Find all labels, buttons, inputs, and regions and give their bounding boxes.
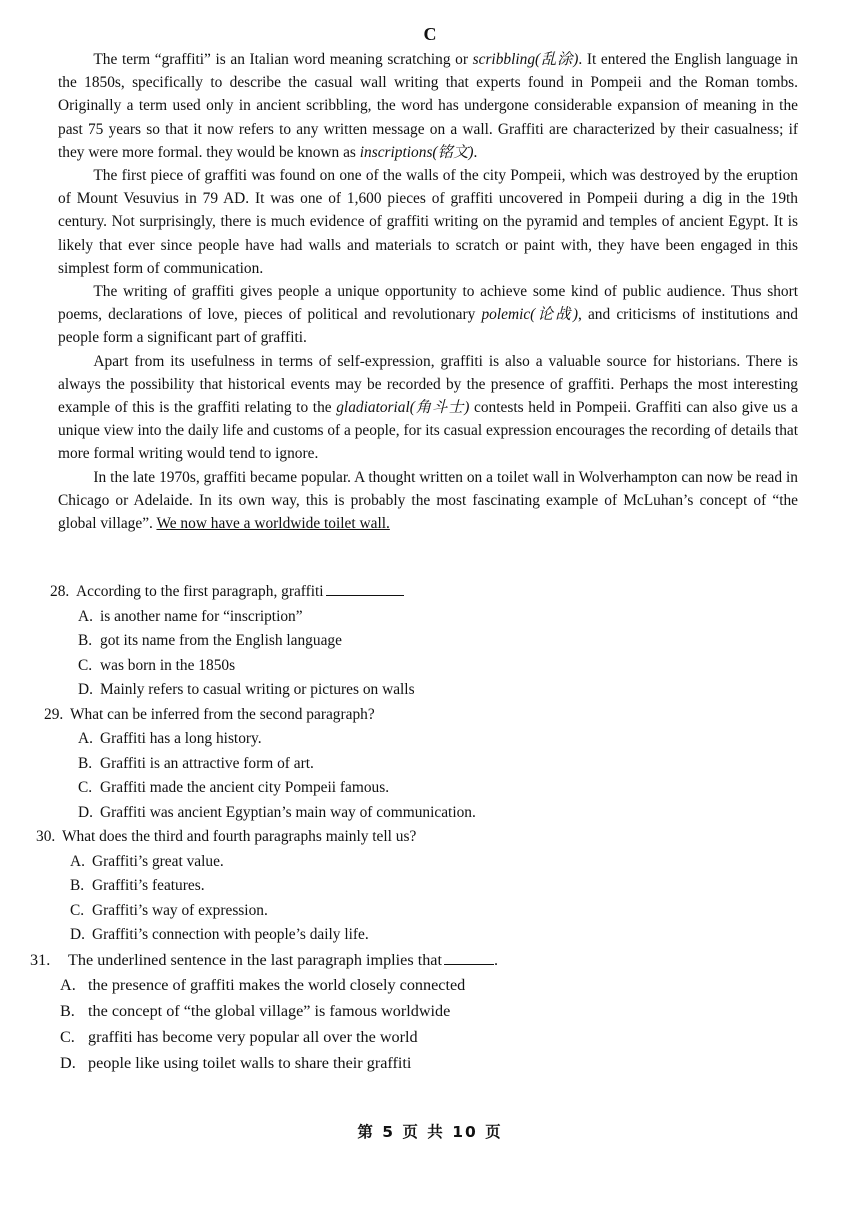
- option-a: A. the presence of graffiti makes the world closely connected: [60, 976, 466, 994]
- option-b: B. Graffiti’s features.: [70, 877, 205, 894]
- question-stem: 30. What does the third and fourth paragraphs mainly tell us?: [36, 825, 804, 850]
- underlined-sentence: We now have a worldwide toilet wall.: [156, 515, 390, 533]
- paragraph-5: In the late 1970s, graffiti became popular. A thought written on a toilet wall in Wolverhampton can now be read in Chicago or Adelaide. In its own way, this is probably the most fascinating example of McLuhan’s concept of “the global village”. We now have a worldwide toilet wall.: [58, 468, 798, 533]
- gloss-inscriptions: inscriptions(铭文): [359, 143, 474, 161]
- question-29: [44, 703, 804, 826]
- question-number: 31.: [30, 950, 51, 969]
- option-d: D. people like using toilet walls to share their graffiti: [60, 1054, 412, 1072]
- page-number-footer: 第 5 页 共 10 页: [357, 1123, 503, 1141]
- question-31: [30, 948, 804, 1077]
- option-b: B. got its name from the English language: [78, 632, 342, 649]
- paragraph-2: The first piece of graffiti was found on one of the walls of the city Pompeii, which was destroyed by the eruption of Mount Vesuvius in 79 AD. It was one of 1,600 pieces of graffiti uncovered in Pompeii during a dig in the 19th century. Not surprisingly, there is much evidence of graffiti writing on the pyramid and temples of ancient Egypt. It is likely that ever since people have had walls and materials to scratch or paint with, they have been engaged in this simplest form of communication.: [58, 167, 798, 277]
- option-b: B. the concept of “the global village” is famous worldwide: [60, 1002, 451, 1020]
- gloss-polemic: polemic(论战): [481, 306, 579, 324]
- question-number: 29.: [44, 705, 64, 723]
- option-c: C. was born in the 1850s: [78, 656, 236, 674]
- gloss-gladiatorial: gladiatorial(角斗士): [336, 399, 470, 417]
- gloss-scribbling: scribbling(乱涂): [472, 51, 579, 68]
- question-28: [44, 580, 804, 703]
- option-d: D. Mainly refers to casual writing or pictures on walls: [78, 681, 415, 698]
- option-d: D. Graffiti was ancient Egyptian’s main way of communication.: [78, 803, 476, 821]
- option-c: C. Graffiti’s way of expression.: [70, 901, 268, 919]
- answer-blank: [326, 581, 404, 596]
- question-number: 30.: [36, 828, 56, 845]
- question-stem: 28. According to the first paragraph, graffiti: [44, 580, 804, 605]
- question-list: [30, 580, 804, 1076]
- paragraph-3: The writing of graffiti gives people a unique opportunity to achieve some kind of public audience. Thus short poems, declarations of love, pieces of political and revolutionary polemic(论战), and criticisms of institutions and people form a significant part of graffiti.: [58, 283, 798, 347]
- option-a: A. Graffiti has a long history.: [78, 730, 262, 747]
- question-stem: 31. The underlined sentence in the last paragraph implies that .: [30, 948, 804, 973]
- answer-blank: [444, 950, 494, 965]
- option-c: C. graffiti has become very popular all over the world: [60, 1028, 418, 1046]
- paragraph-4: Apart from its usefulness in terms of self-expression, graffiti is also a valuable source for historians. There is always the possibility that historical events may be recorded by the presence of graffiti. Perhaps the most interesting example of this is the graffiti relating to the gladiatorial(角斗士) contests held in Pompeii. Graffiti can also give us a unique view into the daily life and customs of a people, for its casual expression encourages the recording of details that more formal writing would tend to ignore.: [58, 352, 798, 463]
- option-b: B. Graffiti is an attractive form of art.: [78, 754, 314, 772]
- option-a: A. Graffiti’s great value.: [70, 852, 224, 870]
- section-letter: C: [423, 24, 437, 44]
- paragraph-1: The term “graffiti” is an Italian word meaning scratching or scribbling(乱涂). It entered the English language in the 1850s, specifically to describe the casual wall writing that experts found in Pompeii and the Roman tombs. Originally a term used only in ancient scribbling, the word has undergone considerable expansion of meaning in the past 75 years so that it now refers to any written message on a wall. Graffiti are characterized by their casualness; if they were more formal. they would be known as inscriptions(铭文).: [58, 51, 798, 161]
- option-c: C. Graffiti made the ancient city Pompeii famous.: [78, 779, 390, 796]
- option-a: A. is another name for “inscription”: [78, 607, 303, 625]
- option-d: D. Graffiti’s connection with people’s daily life.: [70, 926, 369, 943]
- question-number: 28.: [50, 583, 70, 600]
- question-stem: 29. What can be inferred from the second paragraph?: [44, 703, 804, 728]
- reading-passage: [58, 48, 798, 535]
- question-30: [36, 825, 804, 948]
